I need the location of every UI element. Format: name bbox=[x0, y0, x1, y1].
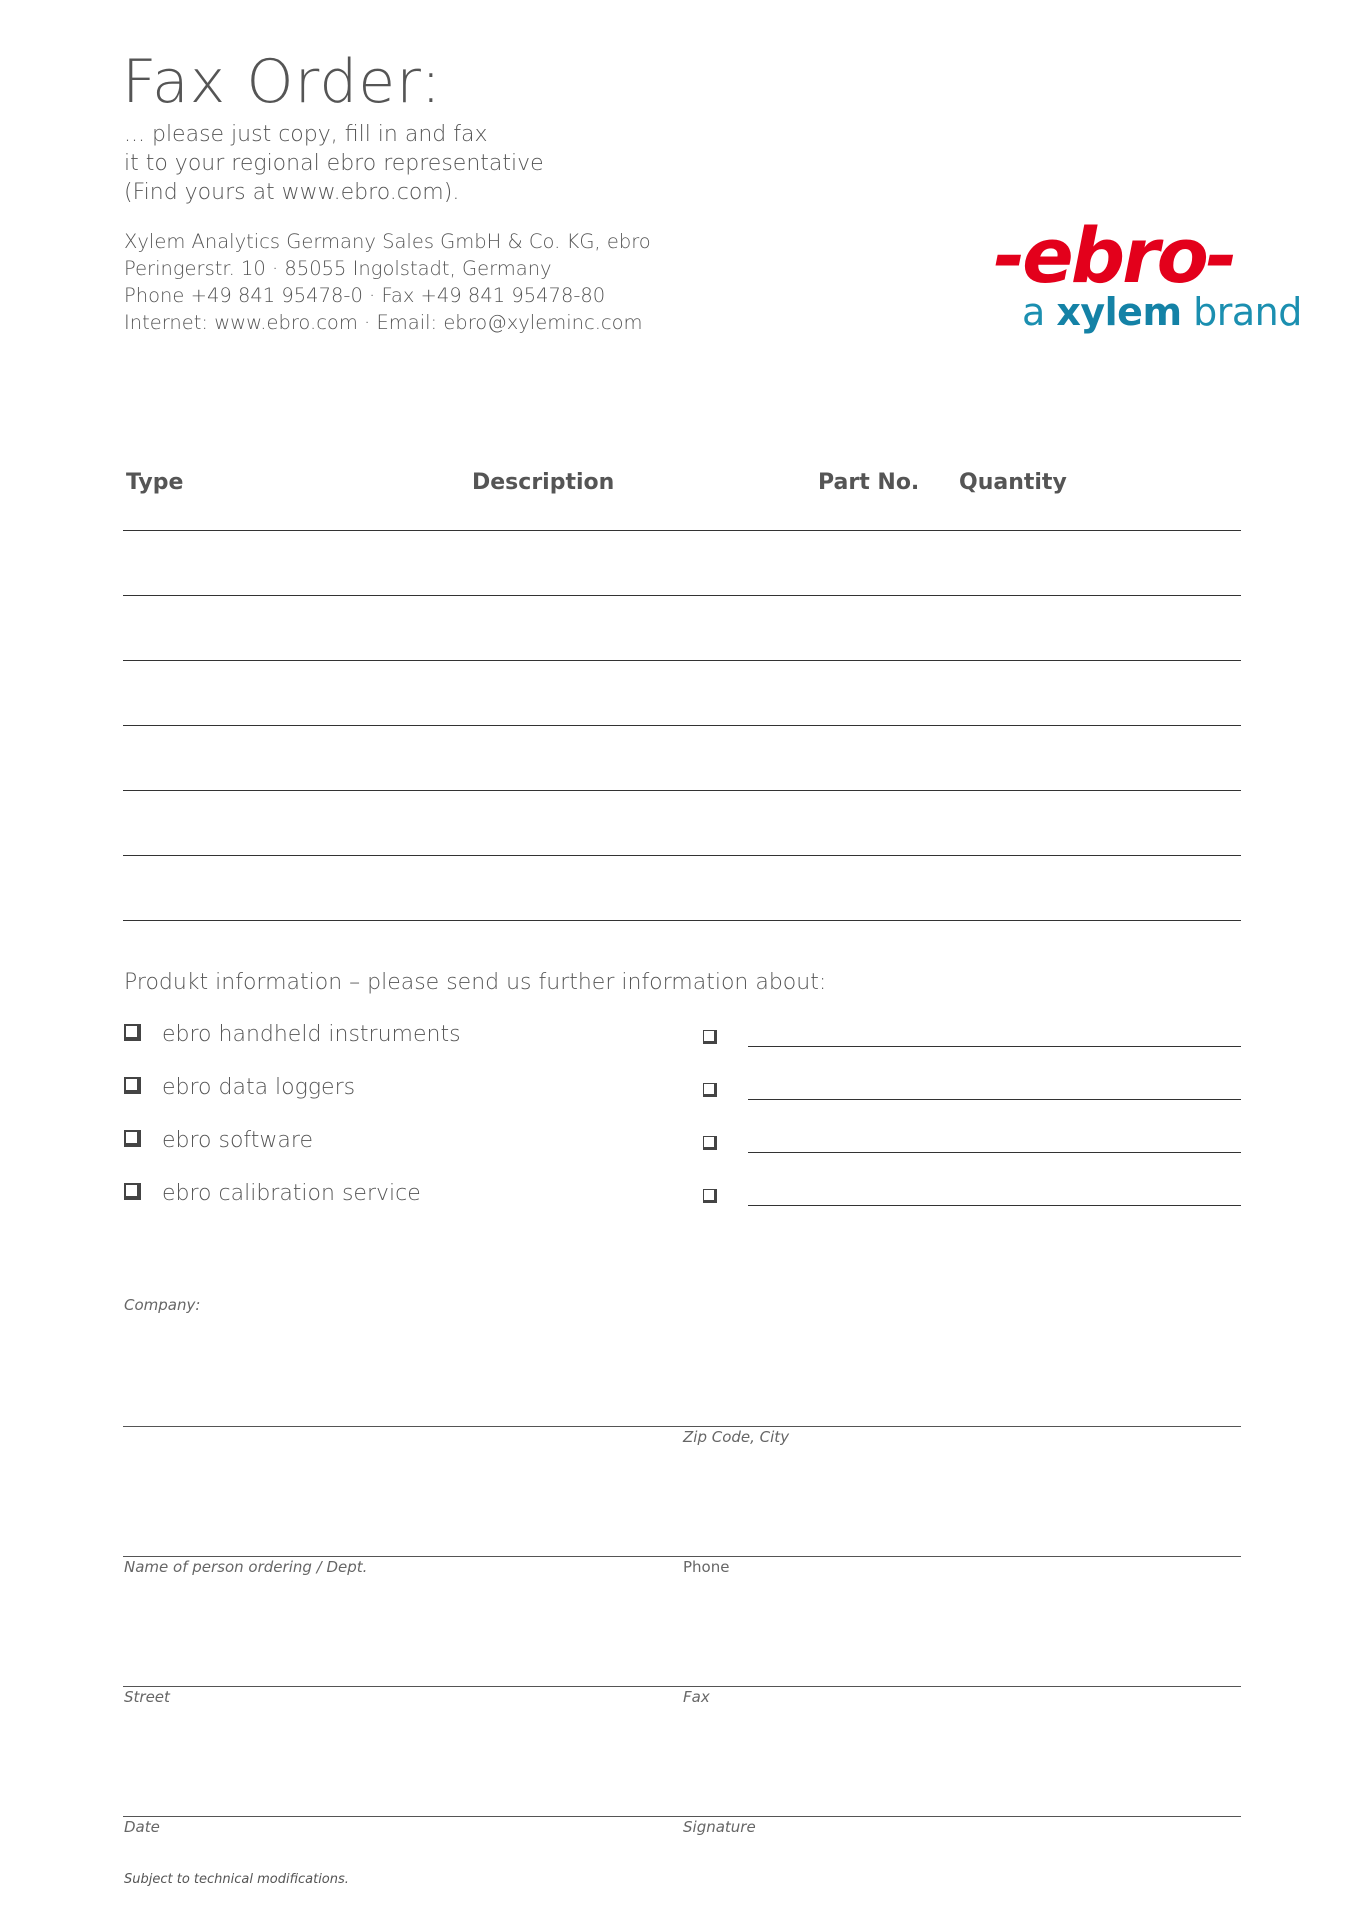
column-header-description: Description bbox=[472, 470, 615, 495]
footer-note: Subject to technical modifications. bbox=[124, 1872, 349, 1887]
company-label: Company: bbox=[124, 1296, 201, 1314]
checkbox-handheld-instruments[interactable] bbox=[124, 1024, 141, 1041]
option-label: ebro software bbox=[162, 1128, 313, 1153]
page-title: Fax Order: bbox=[122, 47, 443, 117]
tagline-prefix: a bbox=[1022, 290, 1057, 334]
checkbox-calibration-service[interactable] bbox=[124, 1183, 141, 1200]
column-header-part-no: Part No. bbox=[818, 470, 920, 495]
logo-wordmark: -ebro- bbox=[993, 222, 1235, 300]
signature-label: Signature bbox=[683, 1818, 756, 1836]
intro-line: ... please just copy, fill in and fax bbox=[124, 122, 488, 147]
column-header-quantity: Quantity bbox=[959, 470, 1067, 495]
checkbox-other[interactable] bbox=[703, 1136, 717, 1150]
name-dept-label: Name of person ordering / Dept. bbox=[124, 1558, 368, 1576]
field-line[interactable] bbox=[123, 1816, 1241, 1817]
company-address bbox=[124, 228, 651, 336]
checkbox-software[interactable] bbox=[124, 1130, 141, 1147]
street-label: Street bbox=[124, 1688, 170, 1706]
order-row-line[interactable] bbox=[123, 920, 1241, 921]
option-label: ebro handheld instruments bbox=[162, 1022, 461, 1047]
order-row-line[interactable] bbox=[123, 530, 1241, 531]
intro-line: it to your regional ebro representative bbox=[124, 151, 544, 176]
checkbox-other[interactable] bbox=[703, 1030, 717, 1044]
intro-text bbox=[124, 120, 544, 207]
date-label: Date bbox=[124, 1818, 160, 1836]
logo-tagline bbox=[1022, 290, 1302, 334]
field-line[interactable] bbox=[123, 1686, 1241, 1687]
fax-label: Fax bbox=[683, 1688, 710, 1706]
order-row-line[interactable] bbox=[123, 855, 1241, 856]
address-line: Internet: www.ebro.com · Email: ebro@xyleminc.com bbox=[124, 311, 643, 334]
checkbox-data-loggers[interactable] bbox=[124, 1077, 141, 1094]
phone-label: Phone bbox=[683, 1558, 730, 1576]
other-option-line[interactable] bbox=[748, 1205, 1241, 1206]
address-line: Xylem Analytics Germany Sales GmbH & Co. KG, ebro bbox=[124, 230, 651, 253]
zip-city-label: Zip Code, City bbox=[683, 1428, 790, 1446]
other-option-line[interactable] bbox=[748, 1046, 1241, 1047]
other-option-line[interactable] bbox=[748, 1152, 1241, 1153]
tagline-suffix: brand bbox=[1181, 290, 1302, 334]
order-row-line[interactable] bbox=[123, 790, 1241, 791]
option-label: ebro data loggers bbox=[162, 1075, 356, 1100]
column-header-type: Type bbox=[126, 470, 184, 495]
intro-line: (Find yours at www.ebro.com). bbox=[124, 180, 460, 205]
order-row-line[interactable] bbox=[123, 725, 1241, 726]
product-info-heading: Produkt information – please send us further information about: bbox=[124, 970, 827, 995]
other-option-line[interactable] bbox=[748, 1099, 1241, 1100]
order-row-line[interactable] bbox=[123, 595, 1241, 596]
address-line: Phone +49 841 95478-0 · Fax +49 841 95478-80 bbox=[124, 284, 606, 307]
option-label: ebro calibration service bbox=[162, 1181, 421, 1206]
checkbox-other[interactable] bbox=[703, 1189, 717, 1203]
field-line[interactable] bbox=[123, 1556, 1241, 1557]
tagline-brand: xylem bbox=[1056, 290, 1182, 334]
address-line: Peringerstr. 10 · 85055 Ingolstadt, Germany bbox=[124, 257, 552, 280]
field-line[interactable] bbox=[123, 1426, 1241, 1427]
checkbox-other[interactable] bbox=[703, 1083, 717, 1097]
order-row-line[interactable] bbox=[123, 660, 1241, 661]
